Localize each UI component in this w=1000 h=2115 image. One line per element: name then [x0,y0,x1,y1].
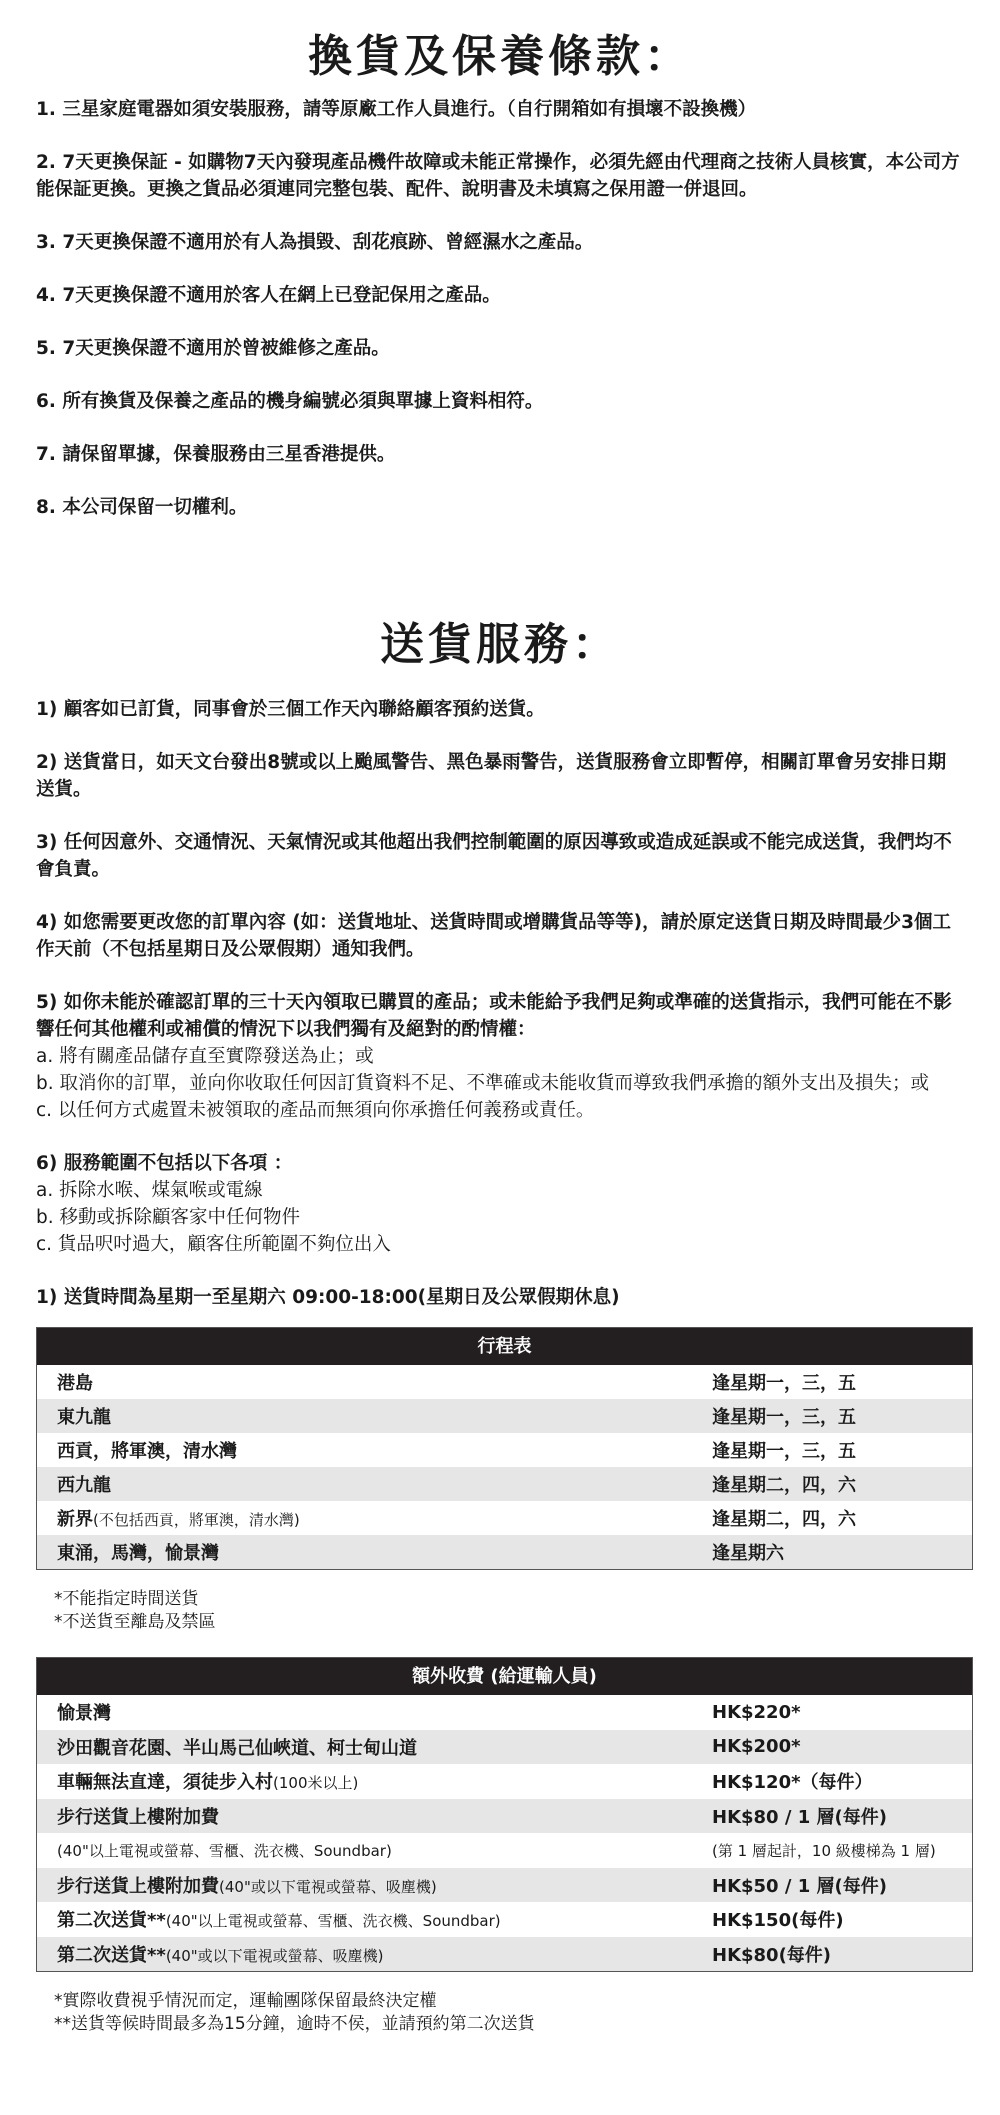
delivery-days: 逢星期二，四，六 [712,1509,856,1530]
fee-price: HK$220* [712,1701,801,1723]
fee-item-note: (40"或以下電視或螢幕、吸塵機) [165,1946,384,1965]
table-row [37,1902,972,1937]
table-row [37,1799,972,1834]
delivery-subitem: a. 拆除水喉、煤氣喉或電線 [36,1180,263,1201]
exchange-item: 2. 7天更換保証 - 如購物7天內發現產品機件故障或未能正常操作，必須先經由代理商之技術人員核實，本公司方能保証更換。更換之貨品必須連同完整包裝、配件、說明書及未填寫之保用證一併退回。 [36,152,960,200]
fee-item: 沙田觀音花園、半山馬己仙峽道、柯士甸山道 [57,1737,417,1759]
exchange-item: 6. 所有換貨及保養之產品的機身編號必須與單據上資料相符。 [36,391,544,412]
fee-price: HK$120*（每件） [712,1772,873,1794]
delivery-item-heading: 6) 服務範圍不包括以下各項 ： [36,1153,293,1174]
delivery-terms [36,696,964,1337]
fee-price: HK$80 / 1 層(每件) [712,1806,887,1828]
exchange-item: 7. 請保留單據，保養服務由三星香港提供。 [36,444,396,465]
schedule-table [36,1327,973,1570]
table-row [37,1501,972,1535]
exchange-item: 8. 本公司保留一切權利。 [36,497,248,518]
delivery-hours: 1) 送貨時間為星期一至星期六 09:00-18:00(星期日及公眾假期休息) [36,1287,620,1308]
exchange-item: 1. 三星家庭電器如須安裝服務，請等原廠工作人員進行。（自行開箱如有損壞不設換機） [36,99,757,120]
fee-item: 步行送貨上樓附加費 [57,1875,219,1897]
exchange-item: 3. 7天更換保證不適用於有人為損毀、刮花痕跡、曾經濕水之產品。 [36,232,594,253]
table-row [37,1695,972,1730]
delivery-subitem: a. 將有關產品儲存直至實際發送為止；或 [36,1046,374,1067]
area-name: 西九龍 [57,1475,111,1496]
delivery-item: 2) 送貨當日，如天文台發出8號或以上颱風警告、黑色暴雨警告，送貨服務會立即暫停，相關訂單會另安排日期送貨。 [36,752,947,800]
fee-item: 步行送貨上樓附加費 [57,1806,219,1828]
delivery-item-5 [36,989,964,1124]
area-name: 東涌，馬灣，愉景灣 [57,1543,219,1564]
fee-note: *實際收費視乎情況而定，運輸團隊保留最終決定權 [54,1991,437,2011]
fee-price: HK$150(每件) [712,1910,844,1932]
area-name: 東九龍 [57,1407,111,1428]
delivery-subitem: b. 移動或拆除顧客家中任何物件 [36,1207,301,1228]
fees-notes [54,1990,535,2036]
area-note: (不包括西貢，將軍澳，清水灣) [93,1511,300,1529]
delivery-subitem: c. 貨品呎吋過大，顧客住所範圍不夠位出入 [36,1234,391,1255]
exchange-terms [36,96,964,547]
table-row [37,1937,972,1972]
exchange-item: 4. 7天更換保證不適用於客人在網上已登記保用之產品。 [36,285,501,306]
fee-price: HK$80(每件) [712,1944,832,1966]
fee-item-note: (100米以上) [273,1774,359,1793]
table-row [37,1433,972,1467]
delivery-days: 逢星期一，三，五 [712,1441,856,1462]
schedule-note: *不能指定時間送貨 [54,1589,199,1609]
schedule-rows [37,1365,972,1569]
fee-item-note: (40"以上電視或螢幕、雪櫃、洗衣機、Soundbar) [165,1912,501,1931]
area-name: 西貢，將軍澳，清水灣 [57,1441,237,1462]
fee-price: HK$50 / 1 層(每件) [712,1875,887,1897]
table-row [37,1399,972,1433]
fee-price: HK$200* [712,1736,801,1758]
delivery-item: 4) 如您需要更改您的訂單內容 (如：送貨地址、送貨時間或增購貨品等等)，請於原定送貨日期及時間最少3個工作天前（不包括星期日及公眾假期）通知我們。 [36,912,951,960]
table-row [37,1365,972,1399]
delivery-subitem: b. 取消你的訂單，並向你收取任何因訂貨資料不足、不準確或未能收貨而導致我們承擔的額外支出及損失；或 [36,1073,930,1094]
fee-item: 第二次送貨** [57,1910,166,1932]
fees-table-title: 額外收費 (給運輸人員) [37,1658,972,1695]
table-row [37,1764,972,1799]
exchange-title: 換貨及保養條款： [308,31,692,82]
table-row [37,1833,972,1868]
delivery-item-heading: 5) 如你未能於確認訂單的三十天內領取已購買的產品；或未能給予我們足夠或準確的送貨指示，我們可能在不影響任何其他權利或補償的情況下以我們獨有及絕對的酌情權： [36,992,952,1040]
table-row [37,1467,972,1501]
table-row [37,1730,972,1765]
schedule-notes [54,1588,216,1634]
delivery-item-6 [36,1150,964,1258]
fee-item-note: (40"以上電視或螢幕、雪櫃、洗衣機、Soundbar) [57,1841,392,1860]
fee-note: **送貨等候時間最多為15分鐘，逾時不侯，並請預約第二次送貨 [54,2014,535,2034]
delivery-days: 逢星期一，三，五 [712,1373,856,1394]
schedule-table-title: 行程表 [37,1328,972,1365]
delivery-days: 逢星期六 [712,1543,784,1564]
fee-price-note: (第 1 層起計，10 級樓梯為 1 層) [712,1841,936,1860]
fee-item: 第二次送貨** [57,1944,166,1966]
table-row [37,1535,972,1569]
fees-rows [37,1695,972,1971]
delivery-item: 1) 顧客如已訂貨，同事會於三個工作天內聯絡顧客預約送貨。 [36,699,545,720]
fee-item-note: (40"或以下電視或螢幕、吸塵機) [219,1877,437,1896]
delivery-title: 送貨服務： [380,619,620,670]
delivery-days: 逢星期一，三，五 [712,1407,856,1428]
exchange-item: 5. 7天更換保證不適用於曾被維修之產品。 [36,338,390,359]
delivery-item: 3) 任何因意外、交通情況、天氣情況或其他超出我們控制範圍的原因導致或造成延誤或不能完成送貨，我們均不會負責。 [36,832,952,880]
area-name: 港島 [57,1373,93,1394]
fee-item: 車輛無法直達，須徒步入村 [57,1772,273,1794]
table-row [37,1868,972,1903]
area-name: 新界 [57,1509,93,1530]
delivery-days: 逢星期二，四，六 [712,1475,856,1496]
fee-item: 愉景灣 [57,1703,111,1725]
fees-table [36,1657,973,1972]
schedule-note: *不送貨至離島及禁區 [54,1612,216,1632]
delivery-subitem: c. 以任何方式處置未被領取的產品而無須向你承擔任何義務或責任。 [36,1100,595,1121]
